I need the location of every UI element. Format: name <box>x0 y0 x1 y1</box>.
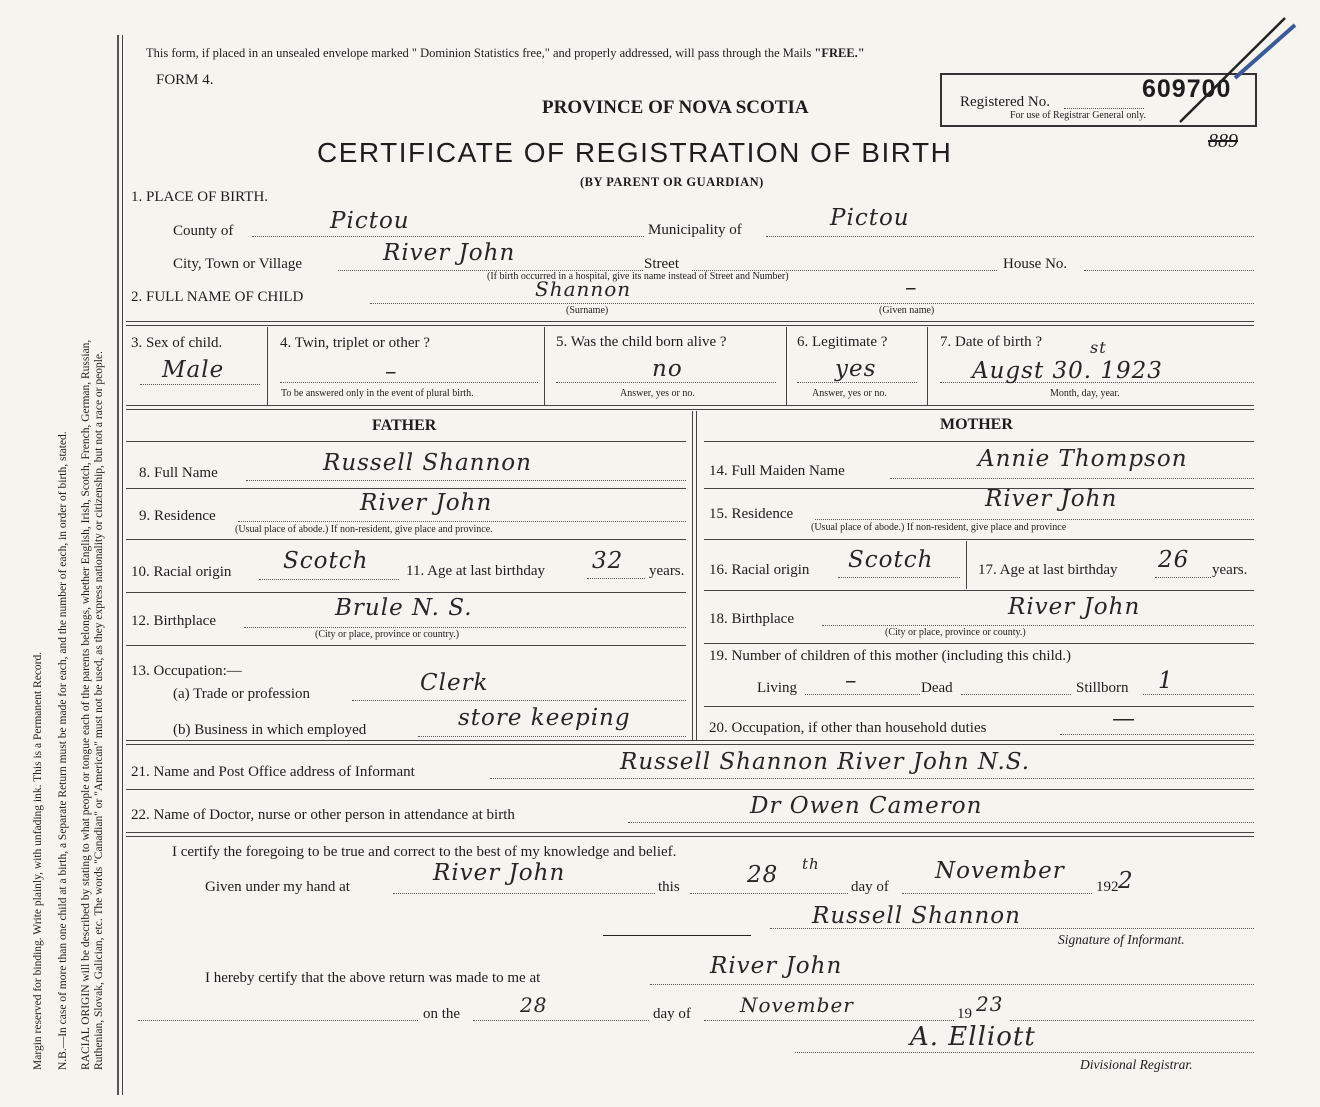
living-label: Living <box>757 680 797 696</box>
registrar-caption: Divisional Registrar. <box>1080 1057 1193 1072</box>
registrar-dayof-label: day of <box>653 1006 691 1022</box>
twin-value: – <box>385 359 398 385</box>
registrar-statement: I hereby certify that the above return was made to me at <box>205 970 541 986</box>
mother-name: Annie Thompson <box>978 446 1188 472</box>
father-trade: Clerk <box>420 670 489 696</box>
registrar-year-prefix: 19 <box>957 1006 972 1022</box>
check-mark-icon <box>1175 10 1305 135</box>
mother-birthplace-caption: (City or place, province or county.) <box>885 627 1026 638</box>
province-heading: PROVINCE OF NOVA SCOTIA <box>542 97 809 118</box>
registrar-signature: A. Elliott <box>910 1022 1036 1052</box>
house-label: House No. <box>1003 256 1068 272</box>
margin-note-2: N.B.—In case of more than one child at a birth, a Separate Return must be made for each, and the number of each, in order of birth, stated. <box>57 431 69 1070</box>
mother-birthplace-label: 18. Birthplace <box>709 611 794 627</box>
certify-day-suffix: th <box>802 855 820 873</box>
margin-note-3: RACIAL ORIGIN will be described by stating to what people or tongue each of the parents belongs, whether English, Irish, Scotch, French, German, Russian, <box>80 339 92 1070</box>
mother-race-label: 16. Racial origin <box>709 562 810 578</box>
father-residence-label: 9. Residence <box>139 508 216 524</box>
informant-label: 21. Name and Post Office address of Informant <box>131 764 415 780</box>
registrar-use-note: For use of Registrar General only. <box>1010 110 1146 121</box>
this-label: this <box>658 879 680 895</box>
twin-label: 4. Twin, triplet or other ? <box>280 335 430 351</box>
father-age-label: 11. Age at last birthday <box>406 563 545 579</box>
informant-signature: Russell Shannon <box>812 903 1021 929</box>
mother-children-label: 19. Number of children of this mother (including this child.) <box>709 648 1072 664</box>
street-label: Street <box>644 256 679 272</box>
father-race: Scotch <box>283 548 369 574</box>
on-the-label: on the <box>423 1006 461 1022</box>
county-label: County of <box>173 223 234 239</box>
certify-dayof-label: day of <box>851 879 889 895</box>
alive-value: no <box>652 356 683 382</box>
certify-month: November <box>935 858 1065 884</box>
dob-caption: Month, day, year. <box>1050 388 1120 399</box>
municipality-label: Municipality of <box>648 222 742 238</box>
mother-occupation: — <box>1112 706 1136 732</box>
margin-line-inner <box>122 35 123 1095</box>
municipality-value: Pictou <box>830 205 910 231</box>
certify-year-digit: 2 <box>1118 868 1134 894</box>
legitimate-label: 6. Legitimate ? <box>797 334 888 350</box>
sex-value: Male <box>162 357 225 383</box>
father-residence: River John <box>360 490 493 516</box>
city-label: City, Town or Village <box>173 256 303 272</box>
father-name: Russell Shannon <box>323 450 532 476</box>
hospital-note: (If birth occurred in a hospital, give its name instead of Street and Number) <box>487 271 789 282</box>
father-name-label: 8. Full Name <box>139 465 218 481</box>
informant-value: Russell Shannon River John N.S. <box>620 749 1031 775</box>
father-age: 32 <box>592 548 624 574</box>
father-birthplace-label: 12. Birthplace <box>131 613 216 629</box>
registrar-year: 23 <box>976 992 1004 1016</box>
certify-day: 28 <box>747 862 779 888</box>
mother-age: 26 <box>1158 547 1190 573</box>
registrar-day: 28 <box>520 993 548 1017</box>
legitimate-caption: Answer, yes or no. <box>812 388 887 399</box>
mother-name-label: 14. Full Maiden Name <box>709 463 845 479</box>
given-under-label: Given under my hand at <box>205 879 350 895</box>
father-abode-caption: (Usual place of abode.) If non-resident, give place and province. <box>235 524 493 535</box>
father-occupation-label: 13. Occupation:— <box>131 663 242 679</box>
mother-birthplace: River John <box>1008 594 1141 620</box>
mother-heading: MOTHER <box>940 416 1013 433</box>
father-race-label: 10. Racial origin <box>131 564 232 580</box>
doctor-label: 22. Name of Doctor, nurse or other person in attendance at birth <box>131 807 515 823</box>
certify-year-prefix: 192 <box>1096 879 1119 895</box>
crossed-number: 889 <box>1208 130 1238 152</box>
legitimate-value: yes <box>835 356 877 382</box>
dead-label: Dead <box>921 680 953 696</box>
stillborn-label: Stillborn <box>1076 680 1129 696</box>
margin-note-4: Ruthenian, Slovak, Galician, etc. The words "Canadian" or "American" must not be used, as they express nationality or citizenship, but not a race or people. <box>93 351 105 1070</box>
registered-number: 609700 <box>1142 75 1232 103</box>
living-value: – <box>845 668 858 694</box>
alive-label: 5. Was the child born alive ? <box>556 334 727 350</box>
mother-age-label: 17. Age at last birthday <box>978 562 1118 578</box>
informant-signature-caption: Signature of Informant. <box>1058 932 1185 947</box>
mother-occupation-label: 20. Occupation, if other than household duties <box>709 720 987 736</box>
dob-label: 7. Date of birth ? <box>940 334 1043 350</box>
sex-label: 3. Sex of child. <box>131 335 223 351</box>
registrar-month: November <box>740 993 854 1017</box>
certify-place: River John <box>433 860 566 886</box>
mother-residence-label: 15. Residence <box>709 506 794 522</box>
form-number: FORM 4. <box>156 72 214 88</box>
father-birthplace: Brule N. S. <box>335 595 473 621</box>
mother-race: Scotch <box>848 547 934 573</box>
dob-suffix: st <box>1090 338 1107 357</box>
child-given-name: – <box>905 275 918 301</box>
child-surname: Shannon <box>535 277 632 301</box>
place-heading: 1. PLACE OF BIRTH. <box>131 189 269 205</box>
registrar-place: River John <box>710 953 843 979</box>
doctor-value: Dr Owen Cameron <box>750 793 983 819</box>
father-years-label: years. <box>649 563 685 579</box>
page-subtitle: (BY PARENT OR GUARDIAN) <box>580 175 764 189</box>
twin-caption: To be answered only in the event of plural birth. <box>281 388 474 399</box>
father-trade-label: (a) Trade or profession <box>173 686 311 702</box>
stillborn-value: 1 <box>1158 668 1174 694</box>
father-business: store keeping <box>458 705 631 731</box>
margin-note-1: Margin reserved for binding. Write plainly, with unfading ink. This is a Permanent Record. <box>32 651 44 1070</box>
child-name-label: 2. FULL NAME OF CHILD <box>131 289 304 305</box>
margin-line <box>117 35 119 1095</box>
dob-value: Augst 30. 1923 <box>972 358 1163 384</box>
certify-statement: I certify the foregoing to be true and correct to the best of my knowledge and belief. <box>172 844 677 860</box>
mail-notice: This form, if placed in an unsealed envelope marked " Dominion Statistics free," and properly addressed, will pass through the Mails "FREE." <box>146 46 865 60</box>
county-value: Pictou <box>330 208 410 234</box>
father-business-label: (b) Business in which employed <box>173 722 367 738</box>
father-heading: FATHER <box>372 417 437 434</box>
alive-caption: Answer, yes or no. <box>620 388 695 399</box>
mother-years-label: years. <box>1212 562 1248 578</box>
city-value: River John <box>383 240 516 266</box>
mother-abode-caption: (Usual place of abode.) If non-resident, give place and province <box>811 522 1067 533</box>
surname-caption: (Surname) <box>566 305 609 316</box>
registered-label: Registered No. <box>960 94 1050 110</box>
given-caption: (Given name) <box>879 305 935 316</box>
father-birthplace-caption: (City or place, province or country.) <box>315 629 460 640</box>
mother-residence: River John <box>985 486 1118 512</box>
page-title: CERTIFICATE OF REGISTRATION OF BIRTH <box>317 137 953 168</box>
